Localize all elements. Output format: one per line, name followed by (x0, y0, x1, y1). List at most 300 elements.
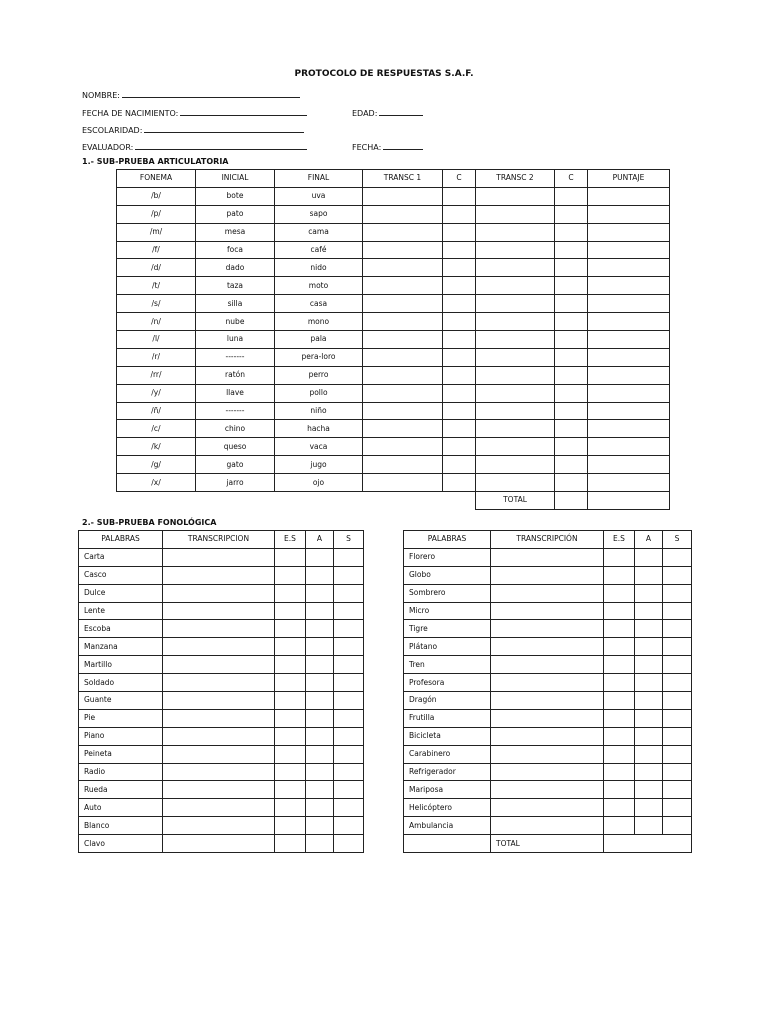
fecha-field[interactable] (352, 141, 423, 152)
puntaje-cell[interactable] (588, 313, 670, 331)
transc1-cell[interactable] (363, 223, 443, 241)
es-cell[interactable] (275, 763, 306, 781)
s-cell[interactable] (663, 620, 692, 638)
es-cell[interactable] (275, 781, 306, 799)
transc2-cell[interactable] (476, 295, 555, 313)
es-cell[interactable] (604, 620, 635, 638)
s-cell[interactable] (663, 548, 692, 566)
transc2-cell[interactable] (476, 348, 555, 366)
puntaje-cell[interactable] (588, 259, 670, 277)
transcripcion-cell[interactable] (163, 620, 275, 638)
transcripcion-cell[interactable] (163, 763, 275, 781)
fecha-nacimiento-field[interactable] (82, 107, 307, 118)
edad-line[interactable] (379, 107, 423, 116)
table-row (79, 781, 364, 799)
s-cell[interactable] (663, 674, 692, 692)
puntaje-cell[interactable] (588, 187, 670, 205)
es-cell[interactable] (275, 548, 306, 566)
transc2-cell[interactable] (476, 331, 555, 349)
palabra-cell: Rueda (79, 781, 163, 799)
s-cell[interactable] (334, 692, 364, 710)
s-cell[interactable] (334, 548, 364, 566)
transc2-cell[interactable] (476, 187, 555, 205)
escolaridad-field[interactable] (82, 124, 304, 135)
column-header: S (334, 531, 364, 549)
a-cell[interactable] (306, 763, 334, 781)
es-cell[interactable] (275, 709, 306, 727)
s-cell[interactable] (334, 602, 364, 620)
c2-cell[interactable] (555, 384, 588, 402)
s-cell[interactable] (334, 674, 364, 692)
transcripcion-cell[interactable] (491, 709, 604, 727)
s-cell[interactable] (334, 620, 364, 638)
c1-cell[interactable] (443, 438, 476, 456)
transcripcion-cell[interactable] (163, 745, 275, 763)
fonema-cell: /ñ/ (117, 402, 196, 420)
section1-title: 1.- SUB-PRUEBA ARTICULATORIA (82, 157, 229, 166)
page-title: PROTOCOLO DE RESPUESTAS S.A.F. (294, 69, 474, 79)
a-cell[interactable] (306, 566, 334, 584)
final-cell: uva (275, 187, 363, 205)
s-cell[interactable] (334, 835, 364, 853)
transcripcion-cell[interactable] (491, 602, 604, 620)
palabra-cell: Bicicleta (404, 727, 491, 745)
palabra-cell: Florero (404, 548, 491, 566)
transcripcion-cell[interactable] (491, 548, 604, 566)
escolaridad-line[interactable] (144, 124, 304, 133)
fonema-cell: /s/ (117, 295, 196, 313)
s-cell[interactable] (663, 638, 692, 656)
inicial-cell: ------- (196, 348, 275, 366)
nombre-field[interactable] (82, 89, 300, 100)
transc1-cell[interactable] (363, 348, 443, 366)
transcripcion-cell[interactable] (163, 709, 275, 727)
fonema-cell: /n/ (117, 313, 196, 331)
a-cell[interactable] (306, 727, 334, 745)
transcripcion-cell[interactable] (163, 584, 275, 602)
es-cell[interactable] (275, 692, 306, 710)
transc1-cell[interactable] (363, 402, 443, 420)
es-cell[interactable] (604, 745, 635, 763)
c1-cell[interactable] (443, 241, 476, 259)
a-cell[interactable] (306, 817, 334, 835)
c1-cell[interactable] (443, 348, 476, 366)
fecha-label: FECHA: (352, 143, 382, 152)
c1-cell[interactable] (443, 331, 476, 349)
c1-cell[interactable] (443, 295, 476, 313)
inicial-cell: queso (196, 438, 275, 456)
a-cell[interactable] (635, 709, 663, 727)
es-cell[interactable] (604, 709, 635, 727)
a-cell[interactable] (635, 799, 663, 817)
transc2-cell[interactable] (476, 366, 555, 384)
c1-cell[interactable] (443, 420, 476, 438)
c2-cell[interactable] (555, 187, 588, 205)
transcripcion-cell[interactable] (491, 799, 604, 817)
table-row (404, 584, 692, 602)
es-cell[interactable] (604, 674, 635, 692)
transc2-cell[interactable] (476, 384, 555, 402)
a-cell[interactable] (635, 584, 663, 602)
c2-cell[interactable] (555, 420, 588, 438)
fonema-cell: /c/ (117, 420, 196, 438)
es-cell[interactable] (604, 584, 635, 602)
a-cell[interactable] (306, 781, 334, 799)
escolaridad-label: ESCOLARIDAD: (82, 126, 143, 135)
transc2-cell[interactable] (476, 438, 555, 456)
table-row (404, 638, 692, 656)
palabra-cell: Lente (79, 602, 163, 620)
transcripcion-cell[interactable] (491, 566, 604, 584)
a-cell[interactable] (306, 835, 334, 853)
s-cell[interactable] (663, 763, 692, 781)
puntaje-cell[interactable] (588, 420, 670, 438)
es-cell[interactable] (275, 638, 306, 656)
column-header: PALABRAS (79, 531, 163, 549)
es-cell[interactable] (604, 799, 635, 817)
a-cell[interactable] (635, 817, 663, 835)
palabra-cell: Profesora (404, 674, 491, 692)
transc2-cell[interactable] (476, 420, 555, 438)
column-header: FINAL (275, 170, 363, 188)
table-row (404, 656, 692, 674)
total-c-cell[interactable] (555, 492, 588, 510)
table-row (404, 692, 692, 710)
a-cell[interactable] (306, 620, 334, 638)
s-cell[interactable] (663, 781, 692, 799)
transc2-cell[interactable] (476, 402, 555, 420)
es-cell[interactable] (275, 745, 306, 763)
table-row (404, 709, 692, 727)
a-cell[interactable] (306, 584, 334, 602)
es-cell[interactable] (604, 638, 635, 656)
transc1-cell[interactable] (363, 241, 443, 259)
table-row (79, 709, 364, 727)
transcripcion-cell[interactable] (163, 692, 275, 710)
es-cell[interactable] (275, 620, 306, 638)
transcripcion-cell[interactable] (163, 781, 275, 799)
s-cell[interactable] (334, 584, 364, 602)
transc1-cell[interactable] (363, 420, 443, 438)
transcripcion-cell[interactable] (163, 674, 275, 692)
transc1-cell[interactable] (363, 366, 443, 384)
s-cell[interactable] (663, 656, 692, 674)
inicial-cell: dado (196, 259, 275, 277)
transc2-cell[interactable] (476, 474, 555, 492)
column-header: PALABRAS (404, 531, 491, 549)
es-cell[interactable] (604, 566, 635, 584)
total-row (404, 835, 692, 853)
column-header: A (635, 531, 663, 549)
transc1-cell[interactable] (363, 295, 443, 313)
puntaje-cell[interactable] (588, 402, 670, 420)
transc1-cell[interactable] (363, 331, 443, 349)
inicial-cell: luna (196, 331, 275, 349)
es-cell[interactable] (275, 727, 306, 745)
palabra-cell: Soldado (79, 674, 163, 692)
transc1-cell[interactable] (363, 205, 443, 223)
transcripcion-cell[interactable] (491, 674, 604, 692)
palabra-cell: Guante (79, 692, 163, 710)
puntaje-cell[interactable] (588, 366, 670, 384)
c1-cell[interactable] (443, 259, 476, 277)
a-cell[interactable] (635, 727, 663, 745)
a-cell[interactable] (635, 602, 663, 620)
transcripcion-cell[interactable] (163, 638, 275, 656)
palabra-cell: Dulce (79, 584, 163, 602)
c2-cell[interactable] (555, 456, 588, 474)
blank-cell (117, 492, 476, 510)
c2-cell[interactable] (555, 438, 588, 456)
transc2-cell[interactable] (476, 277, 555, 295)
es-cell[interactable] (275, 817, 306, 835)
transcripcion-cell[interactable] (163, 817, 275, 835)
table-row (79, 674, 364, 692)
transc2-cell[interactable] (476, 456, 555, 474)
transc1-cell[interactable] (363, 277, 443, 295)
a-cell[interactable] (306, 799, 334, 817)
puntaje-cell[interactable] (588, 456, 670, 474)
transc1-cell[interactable] (363, 384, 443, 402)
transcripcion-cell[interactable] (491, 745, 604, 763)
es-cell[interactable] (275, 674, 306, 692)
transcripcion-cell[interactable] (163, 799, 275, 817)
transcripcion-cell[interactable] (491, 638, 604, 656)
a-cell[interactable] (635, 745, 663, 763)
table-row (79, 763, 364, 781)
s-cell[interactable] (663, 692, 692, 710)
fecha-line[interactable] (383, 141, 423, 150)
c2-cell[interactable] (555, 223, 588, 241)
a-cell[interactable] (635, 566, 663, 584)
transc1-cell[interactable] (363, 456, 443, 474)
puntaje-cell[interactable] (588, 438, 670, 456)
total-row (117, 492, 670, 510)
s-cell[interactable] (663, 602, 692, 620)
c1-cell[interactable] (443, 205, 476, 223)
total-label: TOTAL (491, 835, 604, 853)
c1-cell[interactable] (443, 384, 476, 402)
transcripcion-cell[interactable] (491, 620, 604, 638)
palabra-cell: Tren (404, 656, 491, 674)
a-cell[interactable] (306, 656, 334, 674)
s-cell[interactable] (334, 566, 364, 584)
palabra-cell: Auto (79, 799, 163, 817)
column-header: FONEMA (117, 170, 196, 188)
a-cell[interactable] (635, 638, 663, 656)
transcripcion-cell[interactable] (491, 584, 604, 602)
transc2-cell[interactable] (476, 259, 555, 277)
puntaje-cell[interactable] (588, 223, 670, 241)
palabra-cell: Mariposa (404, 781, 491, 799)
puntaje-cell[interactable] (588, 295, 670, 313)
a-cell[interactable] (306, 745, 334, 763)
puntaje-cell[interactable] (588, 474, 670, 492)
nombre-line[interactable] (122, 89, 300, 98)
table-row (79, 692, 364, 710)
puntaje-cell[interactable] (588, 277, 670, 295)
s-cell[interactable] (663, 727, 692, 745)
transcripcion-cell[interactable] (163, 602, 275, 620)
s-cell[interactable] (663, 584, 692, 602)
palabra-cell: Helicóptero (404, 799, 491, 817)
fecha-nacimiento-line[interactable] (180, 107, 307, 116)
table-row (79, 548, 364, 566)
c1-cell[interactable] (443, 313, 476, 331)
fonema-cell: /p/ (117, 205, 196, 223)
a-cell[interactable] (306, 602, 334, 620)
c1-cell[interactable] (443, 223, 476, 241)
transc2-cell[interactable] (476, 241, 555, 259)
es-cell[interactable] (604, 727, 635, 745)
transc2-cell[interactable] (476, 205, 555, 223)
final-cell: mono (275, 313, 363, 331)
puntaje-cell[interactable] (588, 205, 670, 223)
s-cell[interactable] (334, 709, 364, 727)
transcripcion-cell[interactable] (491, 817, 604, 835)
c2-cell[interactable] (555, 402, 588, 420)
evaluador-line[interactable] (135, 141, 307, 150)
a-cell[interactable] (306, 548, 334, 566)
c2-cell[interactable] (555, 205, 588, 223)
table-row (117, 277, 670, 295)
table-row (404, 817, 692, 835)
transcripcion-cell[interactable] (163, 727, 275, 745)
es-cell[interactable] (604, 781, 635, 799)
s-cell[interactable] (334, 656, 364, 674)
a-cell[interactable] (306, 692, 334, 710)
es-cell[interactable] (275, 602, 306, 620)
a-cell[interactable] (635, 656, 663, 674)
c2-cell[interactable] (555, 277, 588, 295)
transcripcion-cell[interactable] (163, 656, 275, 674)
transcripcion-cell[interactable] (491, 763, 604, 781)
c2-cell[interactable] (555, 348, 588, 366)
s-cell[interactable] (334, 727, 364, 745)
puntaje-cell[interactable] (588, 241, 670, 259)
puntaje-cell[interactable] (588, 348, 670, 366)
es-cell[interactable] (604, 602, 635, 620)
s-cell[interactable] (334, 745, 364, 763)
column-header: TRANSCRIPCION (163, 531, 275, 549)
c1-cell[interactable] (443, 187, 476, 205)
palabra-cell: Sombrero (404, 584, 491, 602)
column-header: A (306, 531, 334, 549)
es-cell[interactable] (275, 566, 306, 584)
final-cell: cama (275, 223, 363, 241)
transc2-cell[interactable] (476, 223, 555, 241)
a-cell[interactable] (635, 781, 663, 799)
s-cell[interactable] (334, 638, 364, 656)
fonema-cell: /x/ (117, 474, 196, 492)
palabra-cell: Plátano (404, 638, 491, 656)
a-cell[interactable] (306, 638, 334, 656)
edad-field[interactable] (352, 107, 423, 118)
inicial-cell: jarro (196, 474, 275, 492)
es-cell[interactable] (604, 817, 635, 835)
total-puntaje-cell[interactable] (588, 492, 670, 510)
c2-cell[interactable] (555, 241, 588, 259)
table-row (404, 566, 692, 584)
palabra-cell: Carabinero (404, 745, 491, 763)
inicial-cell: bote (196, 187, 275, 205)
es-cell[interactable] (275, 799, 306, 817)
c2-cell[interactable] (555, 313, 588, 331)
es-cell[interactable] (275, 835, 306, 853)
transc1-cell[interactable] (363, 259, 443, 277)
c1-cell[interactable] (443, 474, 476, 492)
a-cell[interactable] (635, 620, 663, 638)
a-cell[interactable] (635, 548, 663, 566)
transc2-cell[interactable] (476, 313, 555, 331)
table-row (404, 727, 692, 745)
es-cell[interactable] (604, 763, 635, 781)
evaluador-field[interactable] (82, 141, 307, 152)
transc1-cell[interactable] (363, 187, 443, 205)
transcripcion-cell[interactable] (163, 548, 275, 566)
a-cell[interactable] (635, 763, 663, 781)
transcripcion-cell[interactable] (491, 656, 604, 674)
table-row (117, 402, 670, 420)
s-cell[interactable] (663, 817, 692, 835)
a-cell[interactable] (306, 674, 334, 692)
a-cell[interactable] (635, 692, 663, 710)
s-cell[interactable] (663, 745, 692, 763)
a-cell[interactable] (306, 709, 334, 727)
total-value-cell[interactable] (604, 835, 692, 853)
puntaje-cell[interactable] (588, 384, 670, 402)
c2-cell[interactable] (555, 331, 588, 349)
es-cell[interactable] (275, 584, 306, 602)
s-cell[interactable] (334, 781, 364, 799)
inicial-cell: foca (196, 241, 275, 259)
es-cell[interactable] (275, 656, 306, 674)
table-row (79, 799, 364, 817)
a-cell[interactable] (635, 674, 663, 692)
s-cell[interactable] (334, 817, 364, 835)
c2-cell[interactable] (555, 259, 588, 277)
table-row (117, 348, 670, 366)
puntaje-cell[interactable] (588, 331, 670, 349)
c1-cell[interactable] (443, 277, 476, 295)
es-cell[interactable] (604, 548, 635, 566)
c1-cell[interactable] (443, 402, 476, 420)
s-cell[interactable] (663, 709, 692, 727)
c2-cell[interactable] (555, 295, 588, 313)
transc1-cell[interactable] (363, 438, 443, 456)
c1-cell[interactable] (443, 456, 476, 474)
es-cell[interactable] (604, 692, 635, 710)
s-cell[interactable] (663, 566, 692, 584)
transcripcion-cell[interactable] (491, 692, 604, 710)
table-row (404, 763, 692, 781)
s-cell[interactable] (334, 799, 364, 817)
c2-cell[interactable] (555, 366, 588, 384)
s-cell[interactable] (663, 799, 692, 817)
c2-cell[interactable] (555, 474, 588, 492)
transc1-cell[interactable] (363, 474, 443, 492)
s-cell[interactable] (334, 763, 364, 781)
final-cell: nido (275, 259, 363, 277)
transcripcion-cell[interactable] (491, 781, 604, 799)
es-cell[interactable] (604, 656, 635, 674)
c1-cell[interactable] (443, 366, 476, 384)
transcripcion-cell[interactable] (491, 727, 604, 745)
transc1-cell[interactable] (363, 313, 443, 331)
fonema-cell: /m/ (117, 223, 196, 241)
transcripcion-cell[interactable] (163, 835, 275, 853)
transcripcion-cell[interactable] (163, 566, 275, 584)
